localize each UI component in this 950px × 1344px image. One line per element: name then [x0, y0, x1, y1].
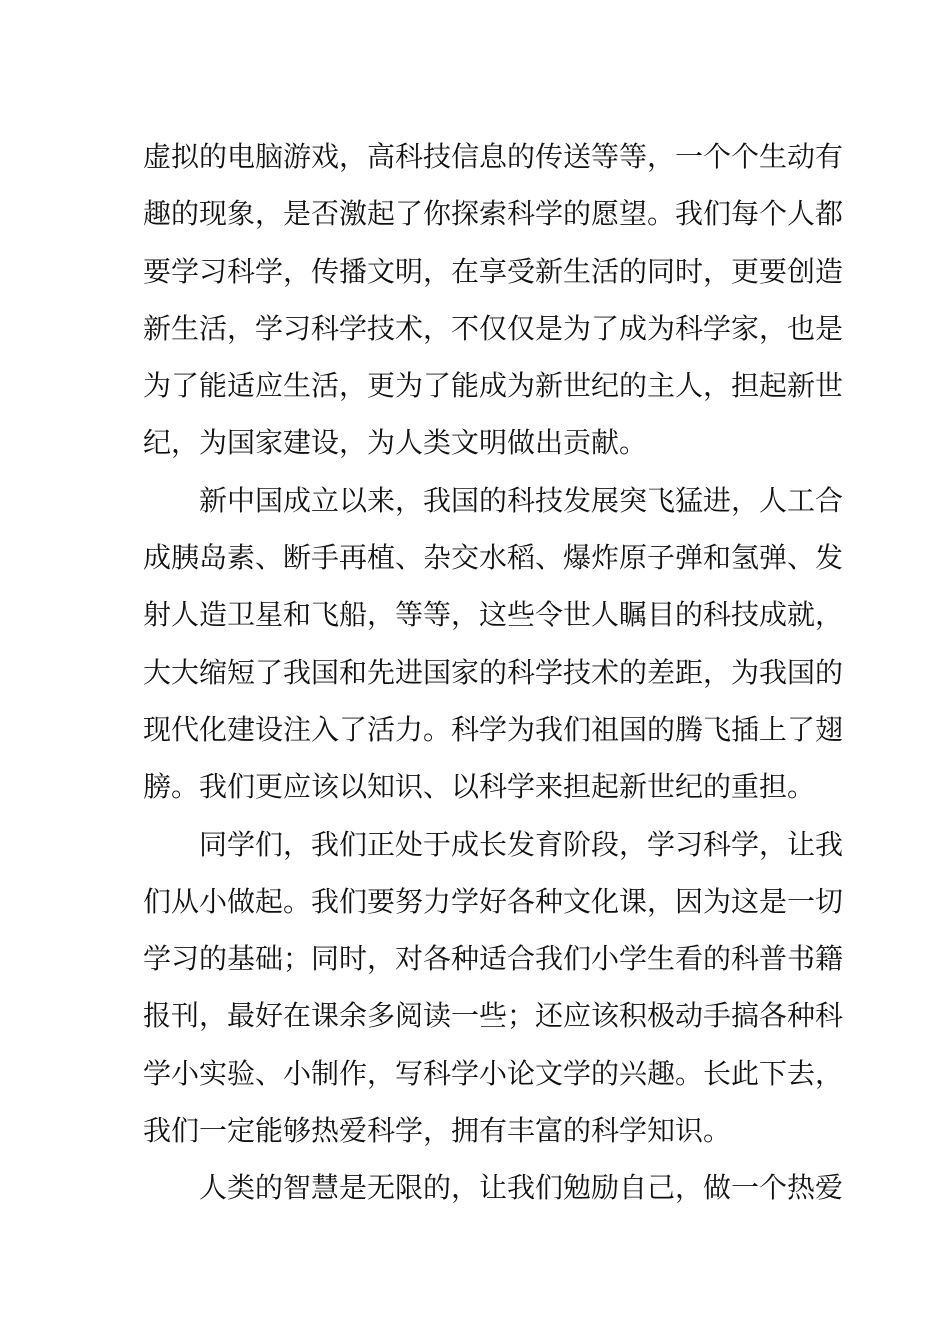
text-line: 报刊，最好在课余多阅读一些；还应该积极动手搞各种科 — [143, 999, 844, 1033]
text-line: 趣的现象，是否激起了你探索科学的愿望。我们每个人都 — [143, 197, 844, 231]
text-line: 现代化建设注入了活力。科学为我们祖国的腾飞插上了翅 — [143, 712, 844, 746]
text-line: 膀。我们更应该以知识、以科学来担起新世纪的重担。 — [143, 770, 816, 804]
text-line: 纪，为国家建设，为人类文明做出贡献。 — [143, 426, 648, 460]
text-line: 成胰岛素、断手再植、杂交水稻、爆炸原子弹和氢弹、发 — [143, 541, 844, 575]
text-line: 们从小做起。我们要努力学好各种文化课，因为这是一切 — [143, 884, 844, 918]
text-line: 虚拟的电脑游戏，高科技信息的传送等等，一个个生动有 — [143, 140, 844, 173]
text-line: 学习的基础；同时，对各种适合我们小学生看的科普书籍 — [143, 942, 844, 976]
text-line: 人类的智慧是无限的，让我们勉励自己，做一个热爱 — [199, 1171, 844, 1205]
text-line: 大大缩短了我国和先进国家的科学技术的差距，为我国的 — [143, 655, 844, 689]
text-line: 新生活，学习科学技术，不仅仅是为了成为科学家，也是 — [143, 311, 844, 345]
essay-body — [143, 128, 844, 1217]
text-line: 我们一定能够热爱科学，拥有丰富的科学知识。 — [143, 1114, 732, 1148]
text-line: 新中国成立以来，我国的科技发展突飞猛进，人工合 — [199, 483, 844, 517]
text-line: 射人造卫星和飞船，等等，这些令世人瞩目的科技成就， — [143, 598, 844, 632]
text-line: 学小实验、小制作，写科学小论文学的兴趣。长此下去， — [143, 1056, 844, 1090]
text-line: 为了能适应生活，更为了能成为新世纪的主人，担起新世 — [143, 369, 844, 403]
text-line: 要学习科学，传播文明，在享受新生活的同时，更要创造 — [143, 254, 844, 288]
text-line: 同学们，我们正处于成长发育阶段，学习科学，让我 — [199, 827, 844, 861]
